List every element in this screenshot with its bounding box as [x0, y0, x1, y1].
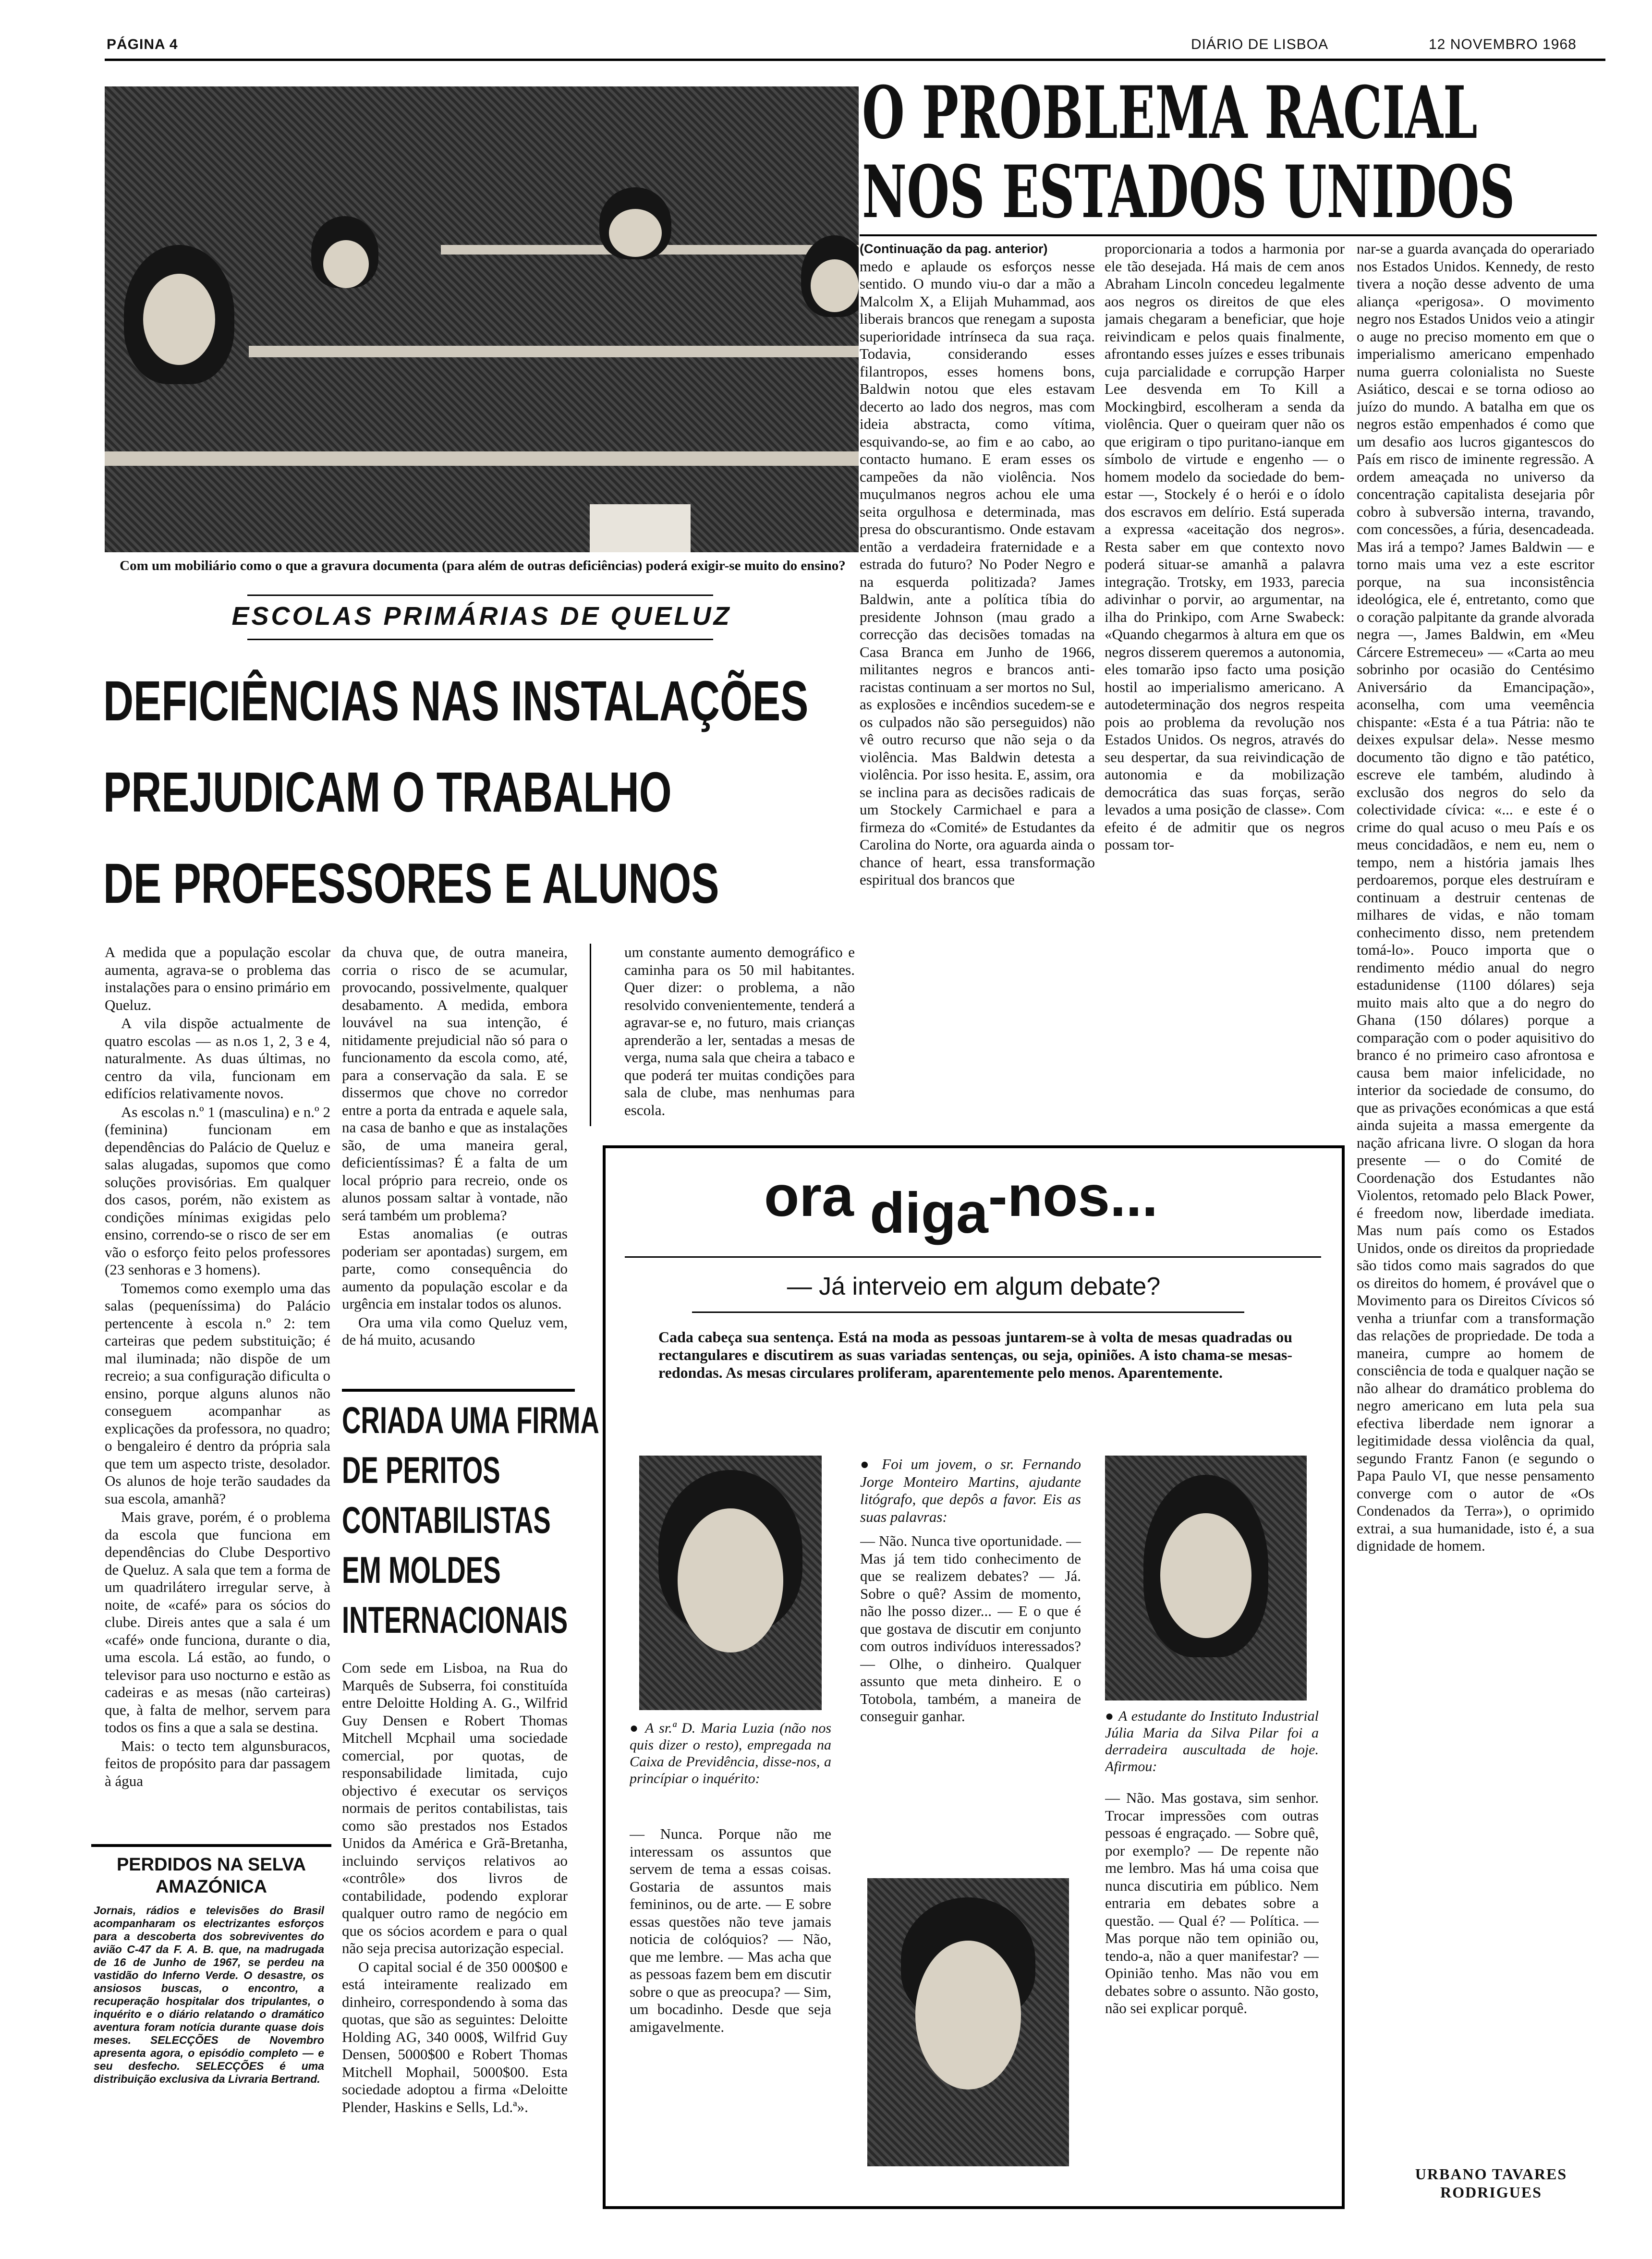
paragraph: nar-se a guarda avançada do operariado nos Estados Unidos. Kennedy, de resto tivera a noção desse advento de uma aliança «perigosa». O movimento negro nos Estados Unidos veio a atingir o auge no preciso momento em que o imperialismo americano empenhado numa guerra colonialista no Sueste Asiático, descai e se torna odioso ao juízo do mundo. A batalha em que os negros estão empenhados é como que um desafio aos lucros gigantescos do País em risco de iminente regressão. A ordem ameaçada no universo da concentração capitalista desejaria pôr cobro à subversão interna, travando, com concessões, a fúria, desencadeada. Mas irá a tempo? James Baldwin — e torno mais uma vez a este escritor porque, na sua inconsistência ideológica, ele é, entretanto, como que o coração palpitante da grande alvorada negra —, James Baldwin, em «Meu Cárcere Estremeceu» — «Carta ao meu sobrinho por ocasião do Centésimo Aniversário da Emancipação», aconselha, com uma veemência chispante: «Esta é a tua Pátria: não te deixes expulsar dela». Nesse mesmo documento tão digno e tão patético, escreve ele também, aludindo à exclusão dos negros do selo da colectividade cívica: «... e este é o crime do qual acuso o meu País e os meus concidadãos, e nem eu, nem o tempo, nem a história jamais lhes perdoaremos, porque eles destruíram e continuam a destruir centenas de milhares de vidas, e não tomam conhecimento disso, nem pretendem tomá-lo». Pouco importa que o rendimento médio anual do negro estadunidense (1100 dólares) seja muito mais alto que a do negro do Ghana (150 dólares) porque a comparação com o poder aquisitivo do branco é no primeiro caso afrontosa e causa bem maior infelicidade, no interior da sociedade de consumo, do que as privações económicas a que está ainda sujeita a massa emergente da nação africana livre. O slogan da hora presente — o do Comité de Coordenação dos Estudantes não Violentos, retomado pelo Black Power, é freedom now, liberdade imediata. Mas num país como os Estados Unidos, onde os direitos da propriedade são tidos como mais sagrados do que os direitos do homem, é provável que o Movimento para os Direitos Cívicos só venha a triunfar com a transformação das relações de propriedade. De toda a maneira, cumpre ao homem de consciência de toda e qualquer nação se não alhear do dramático problema do negro americano em luta pela sua efectiva liberdade nem ignorar a legitimidade dessa violência da qual, segundo Frantz Fanon (e segundo o Papa Paulo VI, que nesse pensamento converge com o autor de «Os Condenados da Terra»), o oprimido extrai, a sua humanidade, isto é, a sua dignidade de homem.: [1357, 240, 1594, 1554]
paragraph: Estas anomalias (e outras poderiam ser apontadas) surgem, em parte, como consequência do aumento da população escolar e da urgência em instalar todos os alunos.: [342, 1225, 568, 1312]
escolas-column-2: [342, 944, 568, 1376]
headline-line-2: PREJUDICAM O TRABALHO: [103, 761, 672, 824]
paragraph: As escolas n.º 1 (masculina) e n.º 2 (feminina) funcionam em dependências do Palácio de Queluz e salas alugadas, supomos que como soluções provisórias. Em qualquer dos casos, porém, não existem as condições mínimas exigidas pelo ensino, correndo-se o risco de ser em vão o esforço feito pelos professores (23 senhoras e 3 homens).: [105, 1103, 330, 1278]
racial-column-1: [860, 240, 1095, 1131]
firma-headline-line: DE PERITOS: [342, 1449, 500, 1491]
paragraph: Tomemos como exemplo uma das salas (pequeníssima) do Palácio pertencente à escola n.º 2: tem carteiras que pedem substituição; é mal iluminada; não dispõe de um recreio; a sua configuração dificulta o ensino, porque alguns alunos não conseguem acompanhar as explicações da professora, no quadro; o bengaleiro é dentro da própria sala que tem um aspecto triste, desolador. Os alunos de hoje terão saudades da sua escola, amanhã?: [105, 1279, 330, 1507]
photo-caption: Com um mobiliário como o que a gravura documenta (para além de outras deficiências) poderá exigir-se muito do ensino?: [120, 558, 846, 573]
headline-line-3: DE PROFESSORES E ALUNOS: [103, 852, 719, 915]
racial-headline-line-1: O PROBLEMA RACIAL: [862, 71, 1478, 155]
paragraph: medo e aplaude os esforços nesse sentido. O mundo viu-o dar a mão a Malcolm X, a Elijah Muhammad, aos liberais brancos que renegam a suposta superioridade intrínseca da sua raça. Todavia, considerando esses filantropos, esses homens bons, Baldwin notou que eles estavam decerto ao lado dos negros, mas com ideia abstracta, como vítima, esquivando-se, ao fim e ao cabo, ao contacto humano. E eram esses os campeões da não violência. Nos muçulmanos negros achou ele uma seita orgulhosa e determinada, mas presa do obscurantismo. Onde estavam então a verdadeira fraternidade e a estrada do futuro? No Poder Negro e na esquerda politizada? James Baldwin, ante a política tíbia do presidente Johnson (mau grado a correcção das decisões tomadas na Casa Branca em Junho de 1966, militantes negros e brancos anti-racistas continuam a ser mortos no Sul, as explosões e incêndios sucedem-se e os culpados não são perseguidos) não vê outro recurso que não seja o da violência. Mas Baldwin detesta a violência. Por isso hesita. E, assim, ora se inclina para as decisões radicais de um Stockely Carmichael e para a firmeza do «Comité» de Estudantes da Carolina do Norte, ora aguarda ainda o chance of heart, essa transformação espiritual dos brancos que: [860, 257, 1095, 888]
survey-intro: Cada cabeça sua sentença. Está na moda as pessoas juntarem-se à volta de mesas quadradas ou rectangulares e discutirem as suas variadas sentenças, ou seja, opiniões. A isto chama-se mesas-redondas. As mesas circulares proliferam, aparentemente pelo menos. Aparentemente.: [658, 1328, 1292, 1381]
paragraph: A medida que a população escolar aumenta, agrava-se o problema das instalações para o ensino primário em Queluz.: [105, 944, 330, 1013]
paragraph: Mais grave, porém, é o problema da escola que funciona em dependências do Clube Desportivo de Queluz. A sala que tem a forma de um quadrilátero irregular serve, à noite, de «café» para os sócios do clube. Direis antes que a sala é um «café» onde funciona, durante o dia, uma escola. Lá estão, ao fundo, o televisor para uso nocturno e estão as cadeiras e as mesas (não carteiras) que, à falta de melhor, servem para todos os fins a que a sala se destina.: [105, 1508, 330, 1736]
paragraph: A vila dispõe actualmente de quatro escolas — as n.os 1, 2, 3 e 4, naturalmente. As duas últimas, no centro da vila, funcionam em edifícios relativamente novos.: [105, 1015, 330, 1102]
perdidos-rule: [91, 1844, 331, 1847]
question-rule: [692, 1312, 1244, 1313]
firma-headline-line: EM MOLDES: [342, 1549, 501, 1591]
ora-diga-box: [603, 1145, 1345, 2209]
headline-line-1: DEFICIÊNCIAS NAS INSTALAÇÕES: [103, 669, 809, 733]
escolas-column-1: [105, 944, 330, 1834]
continuation-label: (Continuação da pag. anterior): [860, 242, 1048, 256]
caption-maria: ● A sr.ª D. Maria Luzia (não nos quis dizer o resto), empregada na Caixa de Previdência, disse-nos, a princípiar o inquérito:: [630, 1720, 831, 1786]
paragraph: Ora uma vila como Queluz vem, de há muito, acusando: [342, 1313, 568, 1348]
issue-date: 12 NOVEMBRO 1968: [1429, 36, 1577, 52]
firma-body: [342, 1659, 568, 2197]
intro-fernando: ● Foi um jovem, o sr. Fernando Jorge Monteiro Martins, ajudante litógrafo, que depôs a favor. Eis as suas palavras:: [860, 1456, 1081, 1525]
dialogue-maria: — Nunca. Porque não me interessam os assuntos que servem de tema a essas coisas. Gostaria de assuntos mais femininos, ou de arte. — E sobre essas questões não teve jamais noticia de colóquios? — Não, que me lembre. — Mas acha que as pessoas fazem bem em discutir sobre o que as preocupa? — Sim, um bocadinho. Desde que seja amigavelmente.: [630, 1825, 831, 2035]
portrait-maria-luzia: [639, 1456, 822, 1710]
paragraph: Mais: o tecto tem algunsburacos, feitos de propósito para dar passagem à água: [105, 1737, 330, 1789]
ora-diga-logo: [764, 1164, 1158, 1245]
racial-rule: [860, 234, 1597, 236]
masthead-rule: [105, 59, 1605, 61]
perdidos-title: [91, 1854, 331, 1898]
paragraph: O capital social é de 350 000$00 e está inteiramente realizado em dinheiro, correspondendo à soma das quotas, que são as seguintes: Deloitte Holding AG, 340 000$, Wilfrid Guy Densen, 5000$00 e Robert Thomas Mitchell Mophail, 5000$00. Esta sociedade adoptou a firma «Deloitte Plender, Haskins e Sells, Ld.ª».: [342, 1958, 568, 2115]
caption-julia: ● A estudante do Instituto Industrial Júlia Maria da Silva Pilar foi a derradeira auscultada de hoje. Afirmou:: [1105, 1708, 1319, 1774]
column-divider: [590, 944, 591, 1126]
dialogue-fernando: — Não. Nunca tive oportunidade. — Mas já tem tido conhecimento de que se realizem debates? — Já. Sobre o quê? Assim de momento, não lhe posso dizer... — E o que é que gostava de discutir em conjunto com outros indivíduos interessados? — Olhe, o dinheiro. Qualquer assunto que meta dinheiro. E o Totobola, também, a maneira de conseguir ganhar.: [860, 1532, 1081, 1725]
perdidos-body: Jornais, rádios e televisões do Brasil acompanharam os electrizantes esforços para a descoberta dos sobreviventes do avião C-47 da F. A. B. que, na madrugada de 16 de Junho de 1967, se perdeu na vastidão do Inferno Verde. O desastre, os ansiosos buscas, o encontro, a recuperação hospitalar dos tripulantes, o inquérito e o diário relatando o dramático aventura foram notícia durante quase dois meses. SELECÇÕES de Novembro apresenta agora, o episódio completo — e seu desfecho. SELECÇÕES é uma distribuição exclusiva da Livraria Bertrand.: [94, 1904, 324, 2085]
classroom-photo: [105, 86, 859, 552]
paragraph: Com sede em Lisboa, na Rua do Marquês de Subserra, foi constituída entre Deloitte Holding A. G., Wilfrid Guy Densen e Robert Thomas Mitchell Mcphail uma sociedade comercial, por quotas, de responsabilidade limitada, cujo objectivo é executar os serviços normais de peritos contabilistas, tais como são prestados nos Estados Unidos da América e Grã-Bretanha, incluindo serviços relativos ao «contrôle» dos livros de contabilidade, podendo explorar qualquer outro ramo de negócio em que os sócios acordem e para o qual não seja precisa autorização especial.: [342, 1659, 568, 1956]
racial-column-3: [1357, 240, 1594, 2161]
escolas-column-3: [624, 944, 855, 1126]
newspaper-name: DIÁRIO DE LISBOA: [1191, 36, 1329, 52]
firma-headline-line: CRIADA UMA FIRMA: [342, 1399, 599, 1441]
kicker-rule-top: [247, 595, 713, 596]
logo-nos: -nos...: [988, 1164, 1158, 1228]
logo-rule: [625, 1256, 1321, 1258]
logo-diga: diga: [870, 1181, 988, 1245]
portrait-julia: [1105, 1456, 1307, 1700]
firma-headline-line: CONTABILISTAS: [342, 1499, 551, 1541]
story-kicker: ESCOLAS PRIMÁRIAS DE QUELUZ: [231, 602, 732, 631]
firma-rule: [342, 1389, 575, 1392]
dialogue-julia: — Não. Mas gostava, sim senhor. Trocar impressões com outras pessoas é engraçado. — Sobre quê, por exemplo? — De repente não me lembro. Mas há uma coisa que nunca discutiria em público. Nem entraria em debates sobre a questão. — Qual é? — Política. — Mas porque não tem opinião ou, tendo-a, não a quer manifestar? — Opinião tenho. Mas não vou em debates sobre o assunto. Não gosto, não sei explicar porquê.: [1105, 1789, 1319, 2016]
perdidos-title-line: AMAZÓNICA: [155, 1877, 267, 1897]
racial-column-2: [1105, 240, 1345, 1131]
author-signature: URBANO TAVARES RODRIGUES: [1415, 2165, 1567, 2201]
firma-headline-line: INTERNACIONAIS: [342, 1599, 568, 1641]
paragraph: um constante aumento demográfico e caminha para os 50 mil habitantes. Quer dizer: o problema, a não resolvido convenientemente, tenderá a agravar-se e, no futuro, mais crianças aprenderão a ler, sentadas a mesas de verga, numa sala que cheira a tabaco e que poderá ter muitas condições para sala de clube, mas nenhumas para escola.: [624, 944, 855, 1118]
perdidos-title-line: PERDIDOS NA SELVA: [116, 1855, 306, 1875]
survey-question: — Já interveio em algum debate?: [787, 1273, 1161, 1300]
racial-headline-line-2: NOS ESTADOS UNIDOS: [862, 150, 1515, 234]
portrait-fernando: [867, 1878, 1069, 2166]
kicker-rule-bottom: [247, 639, 713, 640]
paragraph: proporcionaria a todos a harmonia por ele tão desejada. Há mais de cem anos Abraham Lincoln concedeu legalmente aos negros os direitos de que eles jamais chegaram a beneficiar, que hoje reivindicam e pelos quais finalmente, afrontando esses juízes e esses tribunais cuja parcialidade e corrupção Harper Lee desvenda em To Kill a Mockingbird, escolheram a senda da violência. Quer o queiram quer não os que erigiram o tipo puritano-ianque em símbolo de virtude e engenho — o homem modelo da sociedade do bem-estar —, Stockely é o herói e o ídolo dos escravos em delírio. Está superada a expressa «aceitação dos negros». Resta saber em que contexto novo poderá situar-se amanhã a palavra integração. Trotsky, em 1933, parecia adivinhar o porvir, ao argumentar, na ilha do Prinkipo, com Arne Swabeck: «Quando chegarmos à altura em que os negros disserem queremos a autonomia, eles tomarão ipso facto uma posição hostil ao imperialismo americano. A autodeterminação dos negros respeita pois ao problema da revolução nos Estados Unidos. Os negros, através do seu despertar, da sua reivindicação de autonomia e da mobilização democrática das suas forças, serão levados a uma posição de classe». Com efeito é de admitir que os negros possam tor-: [1105, 240, 1345, 853]
paragraph: da chuva que, de outra maneira, corria o risco de se acumular, provocando, possivelmente, qualquer desabamento. A medida, embora louvável na sua intenção, é nitidamente prejudicial não só para o funcionamento da escola como, até, para a conservação da sala. E se dissermos que chove no corredor entre a porta da entrada e aquele sala, na casa de banho e que as instalações são, de uma maneira geral, deficientíssimas? É a falta de um local próprio para recreio, onde os alunos possam saltar à vontade, não será também um problema?: [342, 944, 568, 1224]
page-number: PÁGINA 4: [107, 36, 178, 52]
firma-headline: [342, 1395, 599, 1645]
logo-ora: ora: [764, 1164, 854, 1228]
